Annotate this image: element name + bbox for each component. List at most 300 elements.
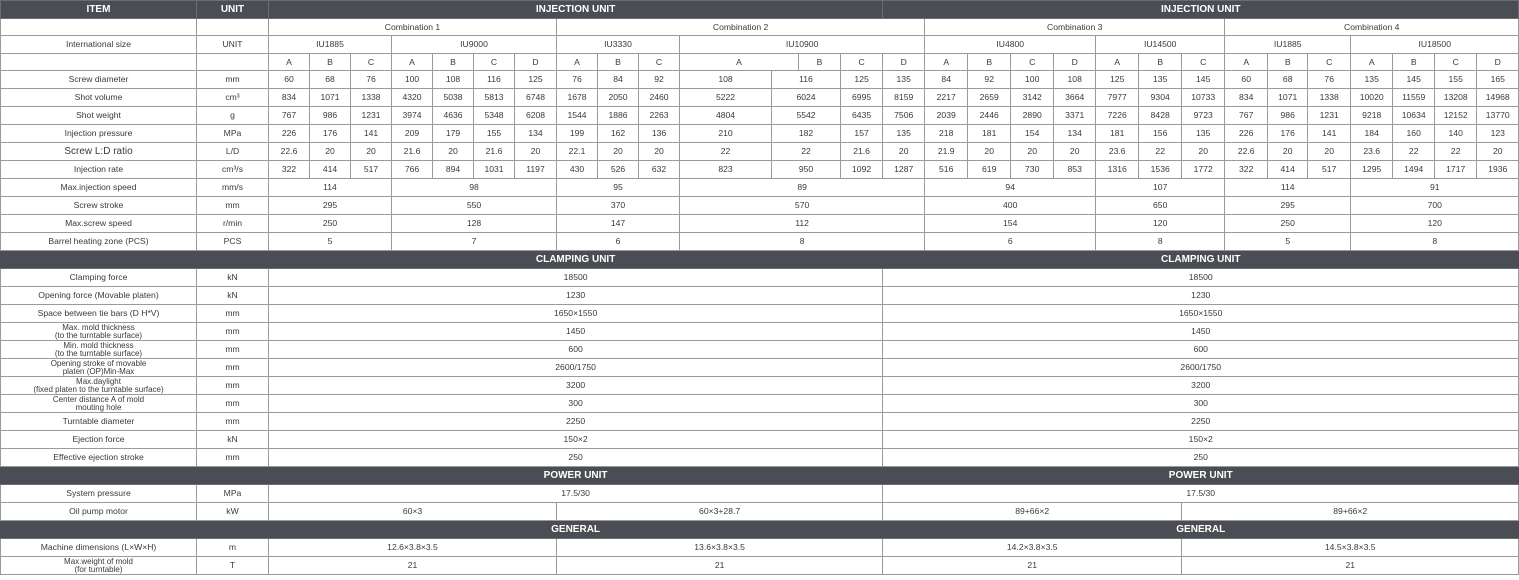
row-label: Shot weight xyxy=(1,107,197,125)
value-cell: 9304 xyxy=(1139,89,1182,107)
general-title: GENERAL xyxy=(269,521,883,539)
value-cell: 3974 xyxy=(392,107,433,125)
letter-cell: C xyxy=(841,54,883,71)
letter-cell: A xyxy=(680,54,799,71)
value-cell: 1031 xyxy=(474,161,515,179)
value-cell: 13208 xyxy=(1435,89,1477,107)
letter-cell: C xyxy=(351,54,392,71)
row-unit: kN xyxy=(197,431,269,449)
size-cell: IU1885 xyxy=(269,36,392,54)
value-cell: 100 xyxy=(392,71,433,89)
value-cell: 4804 xyxy=(680,107,772,125)
value-cell: 20 xyxy=(639,143,680,161)
row-unit: cm³ xyxy=(197,89,269,107)
value-cell: 181 xyxy=(1096,125,1139,143)
row-unit: kW xyxy=(197,503,269,521)
value-cell: 2600/1750 xyxy=(883,359,1519,377)
value-cell: 68 xyxy=(1268,71,1308,89)
value-cell: 13.6×3.8×3.5 xyxy=(557,539,883,557)
letter-cell: B xyxy=(310,54,351,71)
value-cell: 155 xyxy=(1435,71,1477,89)
clamping-unit-title: CLAMPING UNIT xyxy=(269,251,883,269)
value-cell: 650 xyxy=(1096,197,1225,215)
value-cell: 516 xyxy=(925,161,968,179)
general-title-right: GENERAL xyxy=(883,521,1519,539)
row-label-line: Max. mold thickness xyxy=(62,322,135,332)
value-cell: 600 xyxy=(269,341,883,359)
row-label: International size xyxy=(1,36,197,54)
row-label-line: platen (OP)Min-Max xyxy=(62,366,135,376)
value-cell: 20 xyxy=(1308,143,1351,161)
value-cell: 295 xyxy=(269,197,392,215)
value-cell: 2890 xyxy=(1011,107,1054,125)
row-label: Clamping force xyxy=(1,269,197,287)
value-cell: 22.1 xyxy=(557,143,598,161)
value-cell: 141 xyxy=(1308,125,1351,143)
row-label: Oil pump motor xyxy=(1,503,197,521)
injection-unit-title: INJECTION UNIT xyxy=(269,1,883,19)
value-cell: 125 xyxy=(841,71,883,89)
row-label: Space between tie bars (D H*V) xyxy=(1,305,197,323)
value-cell: 700 xyxy=(1351,197,1519,215)
value-cell: 3200 xyxy=(883,377,1519,395)
max-mold-thickness-row xyxy=(1,323,1519,341)
ejection-force-row xyxy=(1,431,1519,449)
value-cell: 7977 xyxy=(1096,89,1139,107)
value-cell: 600 xyxy=(883,341,1519,359)
opening-force-row xyxy=(1,287,1519,305)
value-cell: 8 xyxy=(1096,233,1225,251)
letter-cell: A xyxy=(269,54,310,71)
value-cell: 5 xyxy=(269,233,392,251)
value-cell: 179 xyxy=(433,125,474,143)
value-cell: 20 xyxy=(310,143,351,161)
letter-cell: B xyxy=(433,54,474,71)
power-unit-header xyxy=(1,467,1519,485)
value-cell: 5813 xyxy=(474,89,515,107)
value-cell: 114 xyxy=(1225,179,1351,197)
value-cell: 1231 xyxy=(351,107,392,125)
value-cell: 1678 xyxy=(557,89,598,107)
max-daylight-row xyxy=(1,377,1519,395)
value-cell: 4320 xyxy=(392,89,433,107)
value-cell: 135 xyxy=(1182,125,1225,143)
value-cell: 295 xyxy=(1225,197,1351,215)
value-cell: 20 xyxy=(515,143,557,161)
item-header: ITEM xyxy=(1,1,197,19)
row-label xyxy=(1,377,197,395)
value-cell: 2039 xyxy=(925,107,968,125)
value-cell: 5222 xyxy=(680,89,772,107)
value-cell: 155 xyxy=(474,125,515,143)
row-label: Screw diameter xyxy=(1,71,197,89)
row-label-line: Min. mold thickness xyxy=(63,340,134,350)
value-cell: 2460 xyxy=(639,89,680,107)
row-label xyxy=(1,557,197,575)
value-cell: 22 xyxy=(1139,143,1182,161)
value-cell: 98 xyxy=(392,179,557,197)
combination-2: Combination 2 xyxy=(557,19,925,36)
value-cell: 60 xyxy=(1225,71,1268,89)
value-cell: 209 xyxy=(392,125,433,143)
value-cell: 570 xyxy=(680,197,925,215)
value-cell: 17.5/30 xyxy=(883,485,1519,503)
value-cell: 7226 xyxy=(1096,107,1139,125)
letter-cell: D xyxy=(1054,54,1096,71)
value-cell: 2250 xyxy=(269,413,883,431)
row-label xyxy=(1,341,197,359)
value-cell: 1544 xyxy=(557,107,598,125)
value-cell: 135 xyxy=(883,71,925,89)
value-cell: 20 xyxy=(1011,143,1054,161)
value-cell: 14968 xyxy=(1477,89,1519,107)
value-cell: 123 xyxy=(1477,125,1519,143)
value-cell: 21 xyxy=(269,557,557,575)
value-cell: 8 xyxy=(680,233,925,251)
row-unit: mm xyxy=(197,413,269,431)
value-cell: 8159 xyxy=(883,89,925,107)
letter-cell: C xyxy=(639,54,680,71)
value-cell: 92 xyxy=(639,71,680,89)
value-cell: 114 xyxy=(269,179,392,197)
value-cell: 141 xyxy=(351,125,392,143)
value-cell: 2250 xyxy=(883,413,1519,431)
row-unit: MPa xyxy=(197,125,269,143)
value-cell: 92 xyxy=(968,71,1011,89)
oil-pump-motor-row xyxy=(1,503,1519,521)
row-label: System pressure xyxy=(1,485,197,503)
value-cell: 4636 xyxy=(433,107,474,125)
value-cell: 108 xyxy=(1054,71,1096,89)
value-cell: 300 xyxy=(883,395,1519,413)
international-size-row xyxy=(1,36,1519,54)
value-cell: 23.6 xyxy=(1096,143,1139,161)
row-label-line: Center distance A of mold xyxy=(52,394,145,404)
value-cell: 986 xyxy=(1268,107,1308,125)
letter-row xyxy=(1,54,1519,71)
letter-cell: C xyxy=(1182,54,1225,71)
value-cell: 21 xyxy=(557,557,883,575)
value-cell: 6 xyxy=(925,233,1096,251)
value-cell: 60 xyxy=(269,71,310,89)
row-unit: kN xyxy=(197,287,269,305)
value-cell: 21.6 xyxy=(474,143,515,161)
value-cell: 135 xyxy=(883,125,925,143)
power-unit-title: POWER UNIT xyxy=(269,467,883,485)
value-cell: 430 xyxy=(557,161,598,179)
value-cell: 12.6×3.8×3.5 xyxy=(269,539,557,557)
value-cell: 1650×1550 xyxy=(883,305,1519,323)
value-cell: 10020 xyxy=(1351,89,1393,107)
value-cell: 84 xyxy=(925,71,968,89)
letter-cell: B xyxy=(968,54,1011,71)
value-cell: 414 xyxy=(1268,161,1308,179)
value-cell: 60×3 xyxy=(269,503,557,521)
value-cell: 21.6 xyxy=(841,143,883,161)
value-cell: 11559 xyxy=(1393,89,1435,107)
value-cell: 767 xyxy=(1225,107,1268,125)
value-cell: 176 xyxy=(310,125,351,143)
size-cell: IU18500 xyxy=(1351,36,1519,54)
value-cell: 1494 xyxy=(1393,161,1435,179)
value-cell: 176 xyxy=(1268,125,1308,143)
value-cell: 22 xyxy=(1435,143,1477,161)
value-cell: 22.6 xyxy=(269,143,310,161)
header-row xyxy=(1,1,1519,19)
value-cell: 156 xyxy=(1139,125,1182,143)
value-cell: 116 xyxy=(474,71,515,89)
letter-cell: A xyxy=(1096,54,1139,71)
letter-cell: C xyxy=(1435,54,1477,71)
value-cell: 23.6 xyxy=(1351,143,1393,161)
letter-cell: C xyxy=(1308,54,1351,71)
value-cell: 20 xyxy=(598,143,639,161)
size-cell: IU3330 xyxy=(557,36,680,54)
row-label: Injection pressure xyxy=(1,125,197,143)
screw-diameter-row xyxy=(1,71,1519,89)
row-label-line: Max.daylight xyxy=(76,376,121,386)
value-cell: 7 xyxy=(392,233,557,251)
row-label: Screw stroke xyxy=(1,197,197,215)
value-cell: 9723 xyxy=(1182,107,1225,125)
value-cell: 20 xyxy=(1054,143,1096,161)
value-cell: 107 xyxy=(1096,179,1225,197)
value-cell: 250 xyxy=(269,215,392,233)
value-cell: 1295 xyxy=(1351,161,1393,179)
row-label: Shot volume xyxy=(1,89,197,107)
value-cell: 22 xyxy=(772,143,841,161)
row-unit: cm³/s xyxy=(197,161,269,179)
value-cell: 184 xyxy=(1351,125,1393,143)
letter-cell: D xyxy=(883,54,925,71)
value-cell: 9218 xyxy=(1351,107,1393,125)
value-cell: 14.5×3.8×3.5 xyxy=(1182,539,1519,557)
value-cell: 162 xyxy=(598,125,639,143)
value-cell: 2600/1750 xyxy=(269,359,883,377)
row-label-line: Opening stroke of movable xyxy=(50,358,147,368)
letter-cell: A xyxy=(1225,54,1268,71)
value-cell: 5038 xyxy=(433,89,474,107)
row-label: Ejection force xyxy=(1,431,197,449)
value-cell: 84 xyxy=(598,71,639,89)
value-cell: 20 xyxy=(433,143,474,161)
injection-unit-title-right: INJECTION UNIT xyxy=(883,1,1519,19)
row-label-line: mouting hole xyxy=(75,402,122,412)
size-cell: IU9000 xyxy=(392,36,557,54)
value-cell: 1717 xyxy=(1435,161,1477,179)
value-cell: 21.6 xyxy=(392,143,433,161)
value-cell: 22 xyxy=(1393,143,1435,161)
row-label: Screw L:D ratio xyxy=(1,143,197,161)
value-cell: 322 xyxy=(1225,161,1268,179)
row-label-line: Max.weight of mold xyxy=(64,556,133,566)
screw-ld-ratio-row xyxy=(1,143,1519,161)
value-cell: 250 xyxy=(1225,215,1351,233)
row-label xyxy=(1,323,197,341)
row-unit: L/D xyxy=(197,143,269,161)
value-cell: 2446 xyxy=(968,107,1011,125)
value-cell: 147 xyxy=(557,215,680,233)
value-cell: 250 xyxy=(883,449,1519,467)
value-cell: 1772 xyxy=(1182,161,1225,179)
value-cell: 108 xyxy=(680,71,772,89)
letter-cell: B xyxy=(598,54,639,71)
shot-volume-row xyxy=(1,89,1519,107)
value-cell: 950 xyxy=(772,161,841,179)
value-cell: 182 xyxy=(772,125,841,143)
row-label: Machine dimensions (L×W×H) xyxy=(1,539,197,557)
value-cell: 1230 xyxy=(269,287,883,305)
min-mold-thickness-row xyxy=(1,341,1519,359)
value-cell: 853 xyxy=(1054,161,1096,179)
value-cell: 1936 xyxy=(1477,161,1519,179)
row-unit: mm xyxy=(197,197,269,215)
value-cell: 6024 xyxy=(772,89,841,107)
value-cell: 20 xyxy=(1182,143,1225,161)
value-cell: 108 xyxy=(433,71,474,89)
value-cell: 135 xyxy=(1351,71,1393,89)
value-cell: 145 xyxy=(1182,71,1225,89)
letter-cell: A xyxy=(392,54,433,71)
value-cell: 94 xyxy=(925,179,1096,197)
value-cell: 165 xyxy=(1477,71,1519,89)
clamping-unit-title-right: CLAMPING UNIT xyxy=(883,251,1519,269)
row-label: Turntable diameter xyxy=(1,413,197,431)
value-cell: 20 xyxy=(1477,143,1519,161)
value-cell: 1230 xyxy=(883,287,1519,305)
row-label xyxy=(1,359,197,377)
value-cell: 120 xyxy=(1096,215,1225,233)
row-unit: mm xyxy=(197,71,269,89)
ejection-stroke-row xyxy=(1,449,1519,467)
clamping-force-row xyxy=(1,269,1519,287)
value-cell: 2050 xyxy=(598,89,639,107)
screw-stroke-row xyxy=(1,197,1519,215)
row-unit: mm xyxy=(197,323,269,341)
value-cell: 1092 xyxy=(841,161,883,179)
size-cell: IU1885 xyxy=(1225,36,1351,54)
value-cell: 18500 xyxy=(269,269,883,287)
row-unit: mm xyxy=(197,341,269,359)
value-cell: 76 xyxy=(351,71,392,89)
system-pressure-row xyxy=(1,485,1519,503)
value-cell: 125 xyxy=(1096,71,1139,89)
general-header xyxy=(1,521,1519,539)
value-cell: 6748 xyxy=(515,89,557,107)
row-label: Max.screw speed xyxy=(1,215,197,233)
value-cell: 7506 xyxy=(883,107,925,125)
value-cell: 21 xyxy=(1182,557,1519,575)
value-cell: 89+66×2 xyxy=(883,503,1182,521)
value-cell: 134 xyxy=(515,125,557,143)
row-label: Max.injection speed xyxy=(1,179,197,197)
value-cell: 6 xyxy=(557,233,680,251)
value-cell: 5 xyxy=(1225,233,1351,251)
value-cell: 526 xyxy=(598,161,639,179)
row-unit: mm/s xyxy=(197,179,269,197)
value-cell: 250 xyxy=(269,449,883,467)
value-cell: 1450 xyxy=(269,323,883,341)
value-cell: 400 xyxy=(925,197,1096,215)
value-cell: 6995 xyxy=(841,89,883,107)
value-cell: 3371 xyxy=(1054,107,1096,125)
value-cell: 95 xyxy=(557,179,680,197)
value-cell: 210 xyxy=(680,125,772,143)
value-cell: 6208 xyxy=(515,107,557,125)
value-cell: 834 xyxy=(1225,89,1268,107)
value-cell: 22 xyxy=(680,143,772,161)
value-cell: 20 xyxy=(1268,143,1308,161)
clamping-unit-header xyxy=(1,251,1519,269)
value-cell: 150×2 xyxy=(269,431,883,449)
value-cell: 76 xyxy=(1308,71,1351,89)
power-unit-title-right: POWER UNIT xyxy=(883,467,1519,485)
value-cell: 834 xyxy=(269,89,310,107)
value-cell: 517 xyxy=(1308,161,1351,179)
value-cell: 6435 xyxy=(841,107,883,125)
letter-cell: D xyxy=(515,54,557,71)
value-cell: 1338 xyxy=(351,89,392,107)
row-label xyxy=(1,395,197,413)
row-unit: mm xyxy=(197,449,269,467)
value-cell: 1536 xyxy=(1139,161,1182,179)
value-cell: 218 xyxy=(925,125,968,143)
injection-pressure-row xyxy=(1,125,1519,143)
row-label: Barrel heating zone (PCS) xyxy=(1,233,197,251)
value-cell: 1231 xyxy=(1308,107,1351,125)
size-cell: IU14500 xyxy=(1096,36,1225,54)
value-cell: 140 xyxy=(1435,125,1477,143)
row-unit: g xyxy=(197,107,269,125)
barrel-heating-zone-row xyxy=(1,233,1519,251)
value-cell: 89+66×2 xyxy=(1182,503,1519,521)
row-label: Injection rate xyxy=(1,161,197,179)
row-label-line: (to the turntable surface) xyxy=(54,348,143,358)
value-cell: 13770 xyxy=(1477,107,1519,125)
value-cell: 134 xyxy=(1054,125,1096,143)
value-cell: 414 xyxy=(310,161,351,179)
value-cell: 128 xyxy=(392,215,557,233)
row-label-line: (to the turntable surface) xyxy=(54,330,143,340)
value-cell: 767 xyxy=(269,107,310,125)
value-cell: 1886 xyxy=(598,107,639,125)
value-cell: 20 xyxy=(883,143,925,161)
value-cell: 91 xyxy=(1351,179,1519,197)
value-cell: 8428 xyxy=(1139,107,1182,125)
value-cell: 21 xyxy=(883,557,1182,575)
value-cell: 730 xyxy=(1011,161,1054,179)
value-cell: 12152 xyxy=(1435,107,1477,125)
row-unit: PCS xyxy=(197,233,269,251)
value-cell: 22.6 xyxy=(1225,143,1268,161)
letter-cell: A xyxy=(925,54,968,71)
size-cell: IU10900 xyxy=(680,36,925,54)
letter-cell: B xyxy=(1139,54,1182,71)
row-unit: MPa xyxy=(197,485,269,503)
value-cell: 160 xyxy=(1393,125,1435,143)
combination-row xyxy=(1,19,1519,36)
value-cell: 5542 xyxy=(772,107,841,125)
value-cell: 125 xyxy=(515,71,557,89)
value-cell: 20 xyxy=(351,143,392,161)
value-cell: 226 xyxy=(269,125,310,143)
value-cell: 2217 xyxy=(925,89,968,107)
value-cell: 5348 xyxy=(474,107,515,125)
unit-header: UNIT xyxy=(197,1,269,19)
value-cell: 3200 xyxy=(269,377,883,395)
row-unit: mm xyxy=(197,377,269,395)
value-cell: 2263 xyxy=(639,107,680,125)
